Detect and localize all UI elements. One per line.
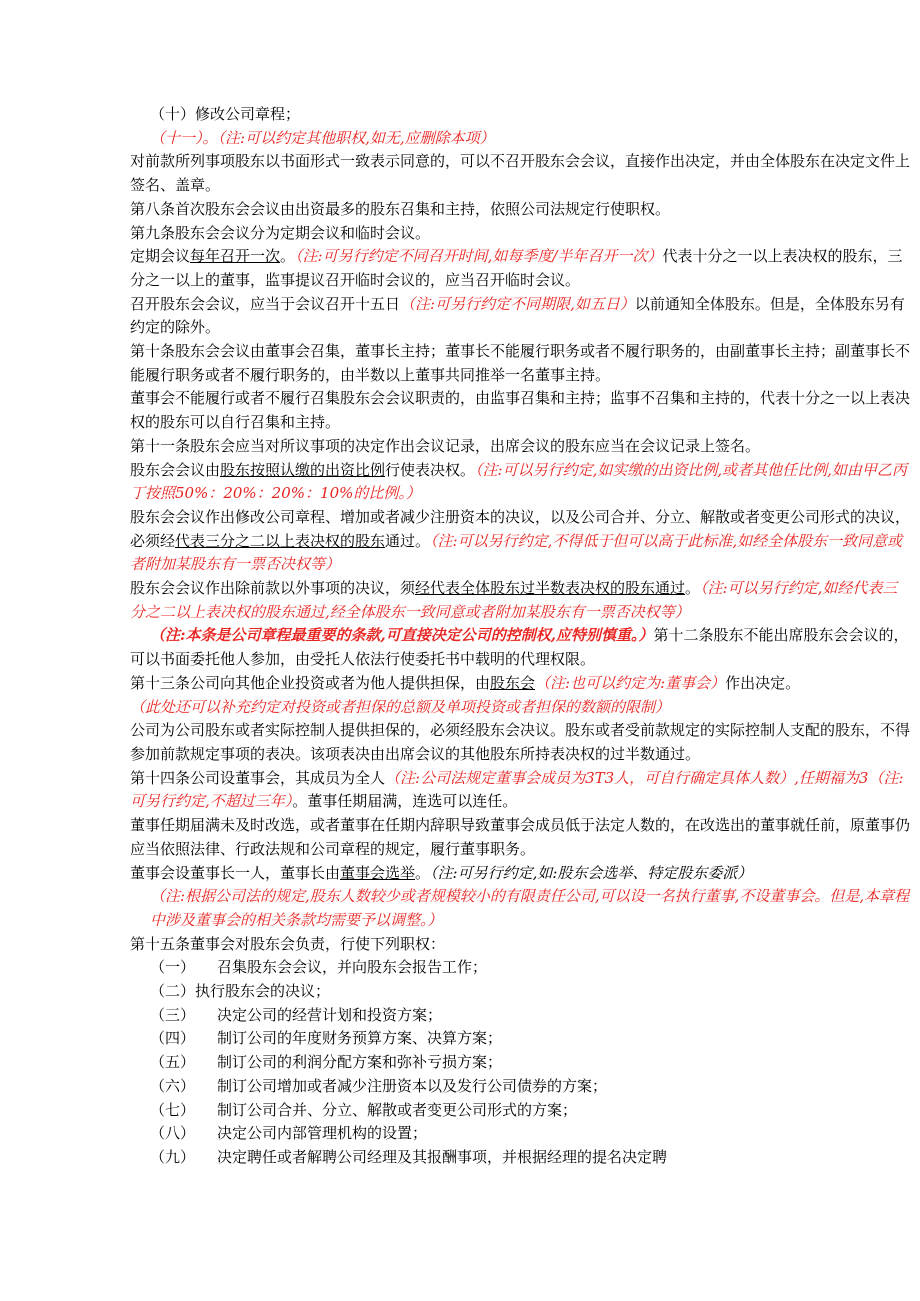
underlined-text: 董事会选举 bbox=[340, 863, 416, 882]
text: 第十三条公司向其他企业投资或者为他人提供担保，由 bbox=[130, 673, 491, 692]
text: 。 bbox=[415, 863, 431, 882]
paragraph-written-consent bbox=[130, 150, 910, 197]
paragraph-supervisor bbox=[130, 387, 910, 434]
text: 第十条股东会会议由董事会召集，董事长主持；董事长不能履行职务或者不履行职务的，由副董事长主持；副董事长不能履行职务或者不履行职务的，由半数以上董事共同推举一名董事主持。 bbox=[130, 342, 911, 384]
item-number: （六） bbox=[150, 1076, 196, 1095]
item-text: 决定公司内部管理机构的设置； bbox=[217, 1124, 428, 1143]
paragraph-ordinary-resolution bbox=[130, 577, 910, 624]
item-text: 制订公司的年度财务预算方案、决算方案； bbox=[217, 1029, 503, 1048]
paragraph-director-term bbox=[130, 814, 910, 861]
text: 股东会会议作出除前款以外事项的决议，须 bbox=[130, 579, 416, 598]
text: 第八条首次股东会会议由出资最多的股东召集和主持，依照公司法规定行使职权。 bbox=[130, 199, 671, 218]
list-item bbox=[150, 956, 910, 980]
item-ten bbox=[130, 103, 910, 127]
document-page bbox=[130, 103, 910, 1170]
note: （注:根据公司法的规定,股东人数较少或者规模较小的有限责任公司,可以设一名执行董事,不设董事会。但是,本章程中涉及董事会的相关条款均需要予以调整。） bbox=[150, 887, 910, 929]
text: 董事会不能履行或者不履行召集股东会会议职责的，由监事召集和主持；监事不召集和主持的，代表十分之一以上表决权的股东可以自行召集和主持。 bbox=[130, 389, 911, 432]
note: （注:可以另行约定,如实缴的出资比例,或者其他任比例,如由甲乙丙丁按照50%：20%：20%：10%的比例。） bbox=[130, 460, 907, 503]
text: 董事会设董事长一人，董事长由 bbox=[130, 863, 341, 882]
underlined-text: 股东按照认缴的出资比例 bbox=[220, 460, 386, 479]
article-8 bbox=[130, 198, 910, 222]
text: 行使表决权。 bbox=[385, 460, 476, 479]
text: 公司为公司股东或者实际控制人提供担保的，必须经股东会决议。股东或者受前款规定的实际控制人支配的股东，不得参加前款规定事项的表决。该项表决由出席会议的其他股东所持表决权的过半数通过。 bbox=[130, 721, 911, 763]
text: 定期会议 bbox=[130, 247, 191, 266]
note: （注:公司法规定董事会成员为3T3人，可自行确定具体人数）,任期福为3 bbox=[385, 768, 869, 787]
item-number: （七） bbox=[150, 1100, 196, 1119]
article-9 bbox=[130, 222, 910, 246]
list-item bbox=[150, 1051, 910, 1075]
text: 第十五条董事会对股东会负责，行使下列职权： bbox=[130, 934, 446, 953]
item-text: 制订公司合并、分立、解散或者变更公司形式的方案； bbox=[217, 1100, 578, 1119]
text: 以前通知全体股东。但是，全体股东另有约定的除外。 bbox=[130, 294, 905, 337]
important-note: （注:本条是公司章程最重要的条款,可直接决定公司的控制权,应特别慎重。） bbox=[150, 626, 654, 645]
item-number: （五） bbox=[150, 1053, 196, 1072]
item-number: （八） bbox=[150, 1124, 196, 1143]
paragraph-notice bbox=[130, 293, 910, 340]
paragraph-special-resolution bbox=[130, 506, 910, 577]
note: （注:可以另行约定,不得低于但可以高于此标准,如经全体股东一致同意或者附加某股东有一票否决权等） bbox=[130, 531, 903, 574]
text: 董事任期届满未及时改选，或者董事在任期内辞职导致董事会成员低于法定人数的，在改选出的董事就任前，原董事仍应当依照法律、行政法规和公司章程的规定，履行董事职务。 bbox=[130, 816, 911, 858]
underlined-text: 代表三分之二以上表决权的股东 bbox=[175, 531, 386, 550]
text: 。董事任期届满，连选可以连任。 bbox=[292, 792, 518, 811]
note-executive-director bbox=[130, 885, 910, 932]
text: 。 bbox=[685, 579, 701, 598]
item-text: 执行股东会的决议； bbox=[195, 982, 331, 1001]
note: （注:可另行约定,如:股东会选举、特定股东委派） bbox=[430, 863, 753, 882]
text: 。 bbox=[280, 247, 296, 266]
underlined-text: 每年召开一次 bbox=[190, 247, 281, 266]
list-item bbox=[150, 1075, 910, 1099]
text: 第九条股东会会议分为定期会议和临时会议。 bbox=[130, 223, 431, 242]
item-number: （四） bbox=[150, 1029, 196, 1048]
article-14 bbox=[130, 767, 910, 814]
note: （此处还可以补充约定对投资或者担保的总额及单项投资或者担保的数额的限制） bbox=[130, 697, 671, 716]
text: 股东会会议由 bbox=[130, 460, 221, 479]
note: （注:可以另行约定,如经代表三分之二以上表决权的股东通过,经全体股东一致同意或者附加某股东有一票否决权等） bbox=[130, 579, 898, 621]
paragraph-guarantee bbox=[130, 719, 910, 766]
item-text: 制订公司的利润分配方案和弥补亏损方案； bbox=[217, 1053, 503, 1072]
list-item bbox=[150, 1146, 910, 1170]
item-text: 决定公司的经营计划和投资方案； bbox=[217, 1005, 443, 1024]
text: 代表十分之一以上表决权的股东，三分之一以上的董事，监事提议召开临时会议的，应当召开临时会议。 bbox=[130, 247, 903, 289]
note: （注:可另行约定,不超过三年） bbox=[130, 768, 904, 811]
item-eleven bbox=[130, 127, 910, 151]
paragraph-chairman bbox=[130, 862, 910, 886]
text: 第十四条公司设董事会，其成员为全人 bbox=[130, 768, 386, 787]
text: 第十二条股东不能出席股东会会议的，可以书面委托他人参加，由受托人依法行使委托书中载明的代理权限。 bbox=[130, 626, 909, 669]
item-text: 制订公司增加或者减少注册资本以及发行公司债券的方案； bbox=[217, 1076, 608, 1095]
note: （注:可以约定其他职权,如无,应删除本项） bbox=[217, 128, 495, 147]
note: （注:也可以约定为:董事会） bbox=[535, 673, 726, 692]
article-13 bbox=[130, 672, 910, 696]
list-item bbox=[150, 1004, 910, 1028]
underlined-text: 经代表全体股东过半数表决权的股东通过 bbox=[415, 579, 686, 598]
list-item bbox=[150, 980, 910, 1004]
powers-list bbox=[130, 956, 910, 1169]
text: 第十一条股东会应当对所议事项的决定作出会议记录，出席会议的股东应当在会议记录上签名。 bbox=[130, 436, 761, 455]
text: 作出决定。 bbox=[725, 673, 801, 692]
paragraph-regular-meeting bbox=[130, 245, 910, 292]
text: 召开股东会会议，应当于会议召开十五日 bbox=[130, 294, 401, 313]
text: 对前款所列事项股东以书面形式一致表示同意的，可以不召开股东会会议，直接作出决定，并由全体股东在决定文件上签名、盖章。 bbox=[130, 152, 911, 195]
item-text: 召集股东会会议，并向股东会报告工作； bbox=[217, 958, 488, 977]
article-12 bbox=[130, 624, 910, 671]
text: 通过。 bbox=[385, 531, 431, 550]
list-item bbox=[150, 1099, 910, 1123]
underlined-text: 股东会 bbox=[490, 673, 536, 692]
item-number: （二） bbox=[150, 982, 196, 1001]
text: （十）修改公司章程； bbox=[150, 105, 301, 123]
note: （注:可另行约定不同召开时间,如每季度/半年召开一次） bbox=[295, 247, 663, 266]
list-item bbox=[150, 1122, 910, 1146]
paragraph-voting-rights bbox=[130, 459, 910, 506]
article-10 bbox=[130, 340, 910, 387]
item-number: （九） bbox=[150, 1147, 196, 1166]
item-number: （三） bbox=[150, 1005, 196, 1024]
item-number: （一） bbox=[150, 958, 196, 977]
note-investment-limit bbox=[130, 696, 910, 720]
note: （注:可另行约定不同期限,如五日） bbox=[400, 294, 635, 313]
text: （十一）。 bbox=[150, 128, 218, 147]
item-text: 决定聘任或者解聘公司经理及其报酬事项，并根据经理的提名决定聘 bbox=[217, 1147, 668, 1166]
text: 股东会会议作出修改公司章程、增加或者减少注册资本的决议，以及公司合并、分立、解散或者变更公司形式的决议，必须经 bbox=[130, 507, 911, 550]
article-15 bbox=[130, 933, 910, 957]
list-item bbox=[150, 1027, 910, 1051]
article-11 bbox=[130, 435, 910, 459]
